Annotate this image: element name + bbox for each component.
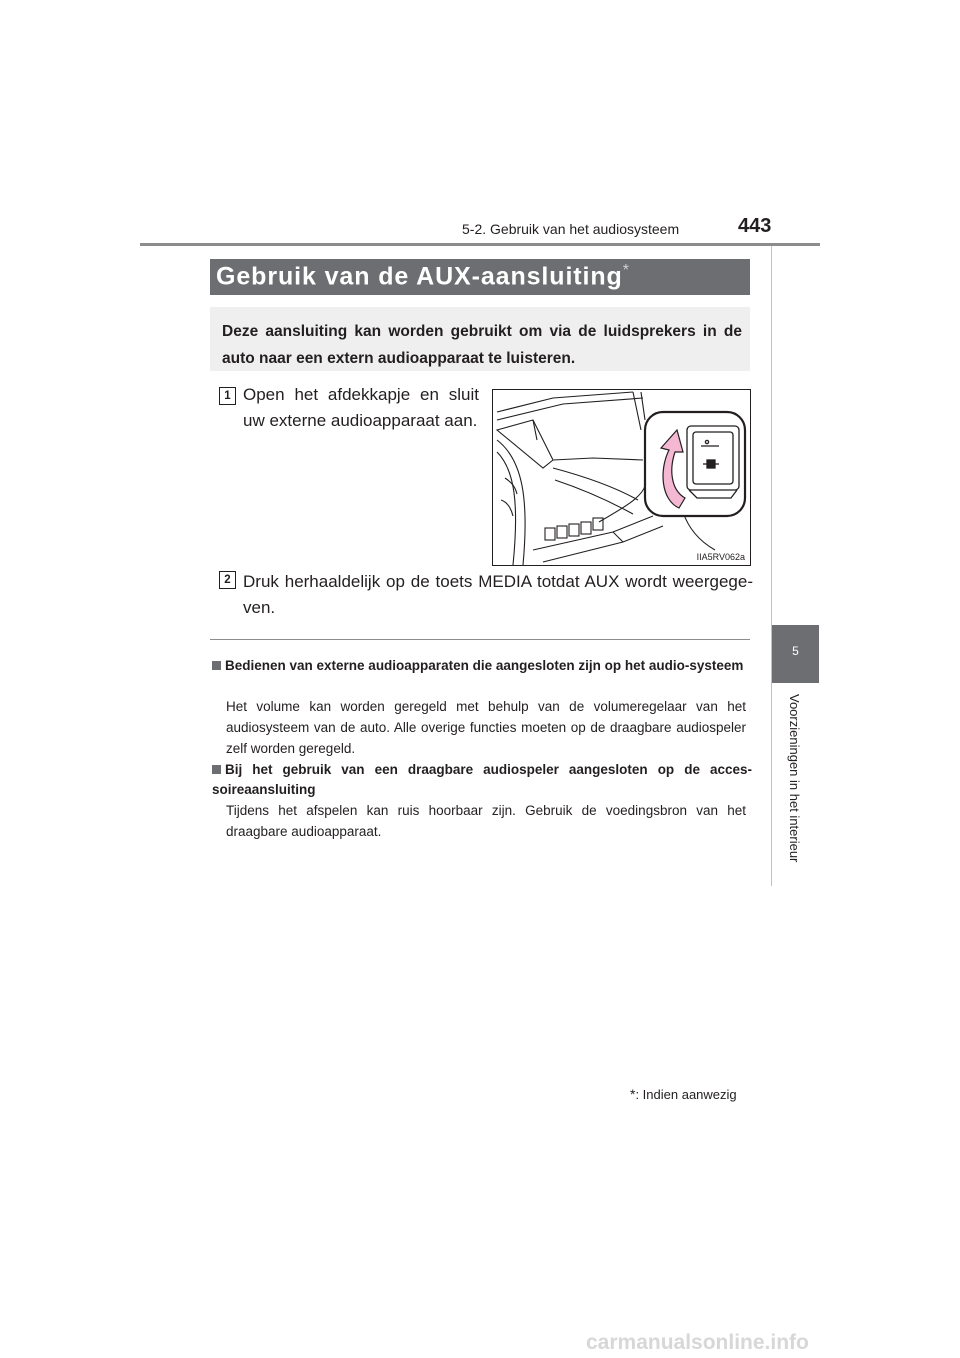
section-title [216,262,630,291]
note-heading-1-text: Bedienen van externe audioapparaten die aangesloten zijn op het audio-systeem [225,658,744,673]
page-number: 443 [738,215,772,237]
note-heading-2 [212,760,752,800]
side-divider-line [771,246,772,886]
notes-divider [210,639,750,640]
running-header-section: 5-2. Gebruik van het audiosysteem [462,221,680,237]
step-number-2: 2 [219,571,236,589]
dashboard-drawing [493,390,750,565]
square-bullet-icon [212,661,221,670]
illustration-code: IIA5RV062a [696,552,745,562]
note-body-2: Tijdens het afspelen kan ruis hoorbaar zijn. Gebruik de voedingsbron van het draagbare audioapparaat. [226,803,746,839]
section-title-text: Gebruik van de AUX-aansluiting [216,262,623,291]
step-text-1: Open het afdekkapje en sluit uw externe audioapparaat aan. [243,385,479,430]
note-body-1: Het volume kan worden geregeld met behulp van de volumeregelaar van het audiosysteem van de auto. Alle overige functies moeten op de draagbare audiospeler zelf worden geregeld. [226,699,746,756]
footnote-text: : Indien aanwezig [635,1087,737,1102]
intro-text: Deze aansluiting kan worden gebruikt om via de luidsprekers in de auto naar een extern audioapparaat te luisteren. [222,323,742,367]
header-rule [140,243,820,246]
chapter-tab-title: Voorzieningen in het interieur [787,694,802,863]
note-heading-2-text: Bij het gebruik van een draagbare audiospeler aangesloten op de acces-soireaansluiting [212,762,752,797]
aux-port-illustration [492,389,751,566]
footnote [630,1086,737,1102]
watermark: carmanualsonline.info [586,1331,809,1354]
note-heading-1 [212,656,752,676]
step-text-2: Druk herhaaldelijk op de toets MEDIA totdat AUX wordt weergege-ven. [243,572,753,617]
chapter-tab-number: 5 [792,644,799,658]
asterisk-icon: * [622,262,630,279]
asterisk-icon: * [630,1086,636,1102]
square-bullet-icon [212,765,221,774]
step-number-1: 1 [219,387,236,405]
